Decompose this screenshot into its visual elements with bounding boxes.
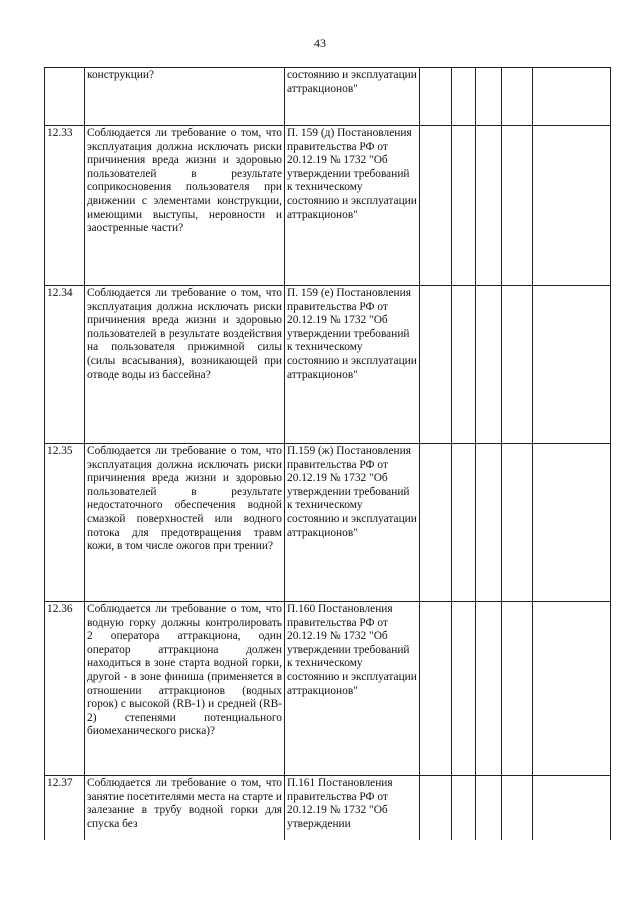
notes-cell[interactable]	[533, 776, 611, 840]
answer-cell-extra[interactable]	[502, 126, 533, 286]
checklist-table	[44, 67, 611, 840]
answer-cell-extra[interactable]	[502, 68, 533, 126]
answer-cell-extra[interactable]	[502, 286, 533, 444]
page-number: 43	[314, 36, 326, 50]
answer-cell-yes[interactable]	[420, 126, 452, 286]
requirement-question: Соблюдается ли требование о том, что эксплуатация должна исключать риски причинения вреда жизни и здоровью пользователей в результате воздействия на пользователя прижимной силы (силы всасывания), возникающей при отводе воды из бассейна?	[85, 286, 285, 444]
answer-cell-na[interactable]	[476, 68, 502, 126]
answer-cell-yes[interactable]	[420, 286, 452, 444]
answer-cell-no[interactable]	[452, 776, 476, 840]
answer-cell-na[interactable]	[476, 126, 502, 286]
answer-cell-na[interactable]	[476, 286, 502, 444]
legal-reference: П. 159 (е) Постановления правительства РФ от 20.12.19 № 1732 "Об утверждении требований к техническому состоянию и эксплуатации аттракционов"	[285, 286, 420, 444]
table-row	[45, 602, 611, 776]
table-row	[45, 286, 611, 444]
answer-cell-na[interactable]	[476, 776, 502, 840]
item-number: 12.36	[45, 602, 85, 776]
table-row	[45, 444, 611, 602]
answer-cell-extra[interactable]	[502, 444, 533, 602]
notes-cell[interactable]	[533, 68, 611, 126]
answer-cell-yes[interactable]	[420, 776, 452, 840]
table-row	[45, 126, 611, 286]
notes-cell[interactable]	[533, 126, 611, 286]
answer-cell-no[interactable]	[452, 68, 476, 126]
requirement-question: Соблюдается ли требование о том, что эксплуатация должна исключать риски причинения вреда жизни и здоровью пользователей в результате соприкосновения пользователя при движении с элементами конструкции, имеющими выступы, неровности и заостренные части?	[85, 126, 285, 286]
answer-cell-no[interactable]	[452, 602, 476, 776]
legal-reference: П.160 Постановления правительства РФ от 20.12.19 № 1732 "Об утверждении требований к техническому состоянию и эксплуатации аттракционов"	[285, 602, 420, 776]
item-number: 12.34	[45, 286, 85, 444]
item-number: 12.35	[45, 444, 85, 602]
answer-cell-yes[interactable]	[420, 444, 452, 602]
table-row	[45, 68, 611, 126]
answer-cell-na[interactable]	[476, 602, 502, 776]
legal-reference: П. 159 (д) Постановления правительства РФ от 20.12.19 № 1732 "Об утверждении требований к техническому состоянию и эксплуатации аттракционов"	[285, 126, 420, 286]
requirement-question: Соблюдается ли требование о том, что занятие посетителями места на старте и залезание в трубу водной горки для спуска без	[85, 776, 285, 840]
legal-reference: П.159 (ж) Постановления правительства РФ от 20.12.19 № 1732 "Об утверждении требований к техническому состоянию и эксплуатации аттракционов"	[285, 444, 420, 602]
legal-reference: П.161 Постановления правительства РФ от 20.12.19 № 1732 "Об утверждении	[285, 776, 420, 840]
answer-cell-yes[interactable]	[420, 68, 452, 126]
notes-cell[interactable]	[533, 444, 611, 602]
item-number: 12.37	[45, 776, 85, 840]
requirement-question: Соблюдается ли требование о том, что водную горку должны контролировать 2 оператора аттракциона, один оператор аттракциона должен находиться в зоне старта водной горки, другой - в зоне финиша (применяется в отношении аттракционов (водных горок) с высокой (RB-1) и средней (RB-2) степенями потенциального биомеханического риска)?	[85, 602, 285, 776]
answer-cell-no[interactable]	[452, 286, 476, 444]
answer-cell-na[interactable]	[476, 444, 502, 602]
item-number	[45, 68, 85, 126]
item-number: 12.33	[45, 126, 85, 286]
requirement-question: конструкции?	[85, 68, 285, 126]
answer-cell-yes[interactable]	[420, 602, 452, 776]
legal-reference: состоянию и эксплуатации аттракционов"	[285, 68, 420, 126]
requirement-question: Соблюдается ли требование о том, что эксплуатация должна исключать риски причинения вреда жизни и здоровью пользователей в результате недостаточного обеспечения водной смазкой поверхностей или водного потока для предотвращения травм кожи, в том числе ожогов при трении?	[85, 444, 285, 602]
answer-cell-no[interactable]	[452, 444, 476, 602]
answer-cell-extra[interactable]	[502, 776, 533, 840]
answer-cell-extra[interactable]	[502, 602, 533, 776]
notes-cell[interactable]	[533, 602, 611, 776]
notes-cell[interactable]	[533, 286, 611, 444]
answer-cell-no[interactable]	[452, 126, 476, 286]
table-row	[45, 776, 611, 840]
